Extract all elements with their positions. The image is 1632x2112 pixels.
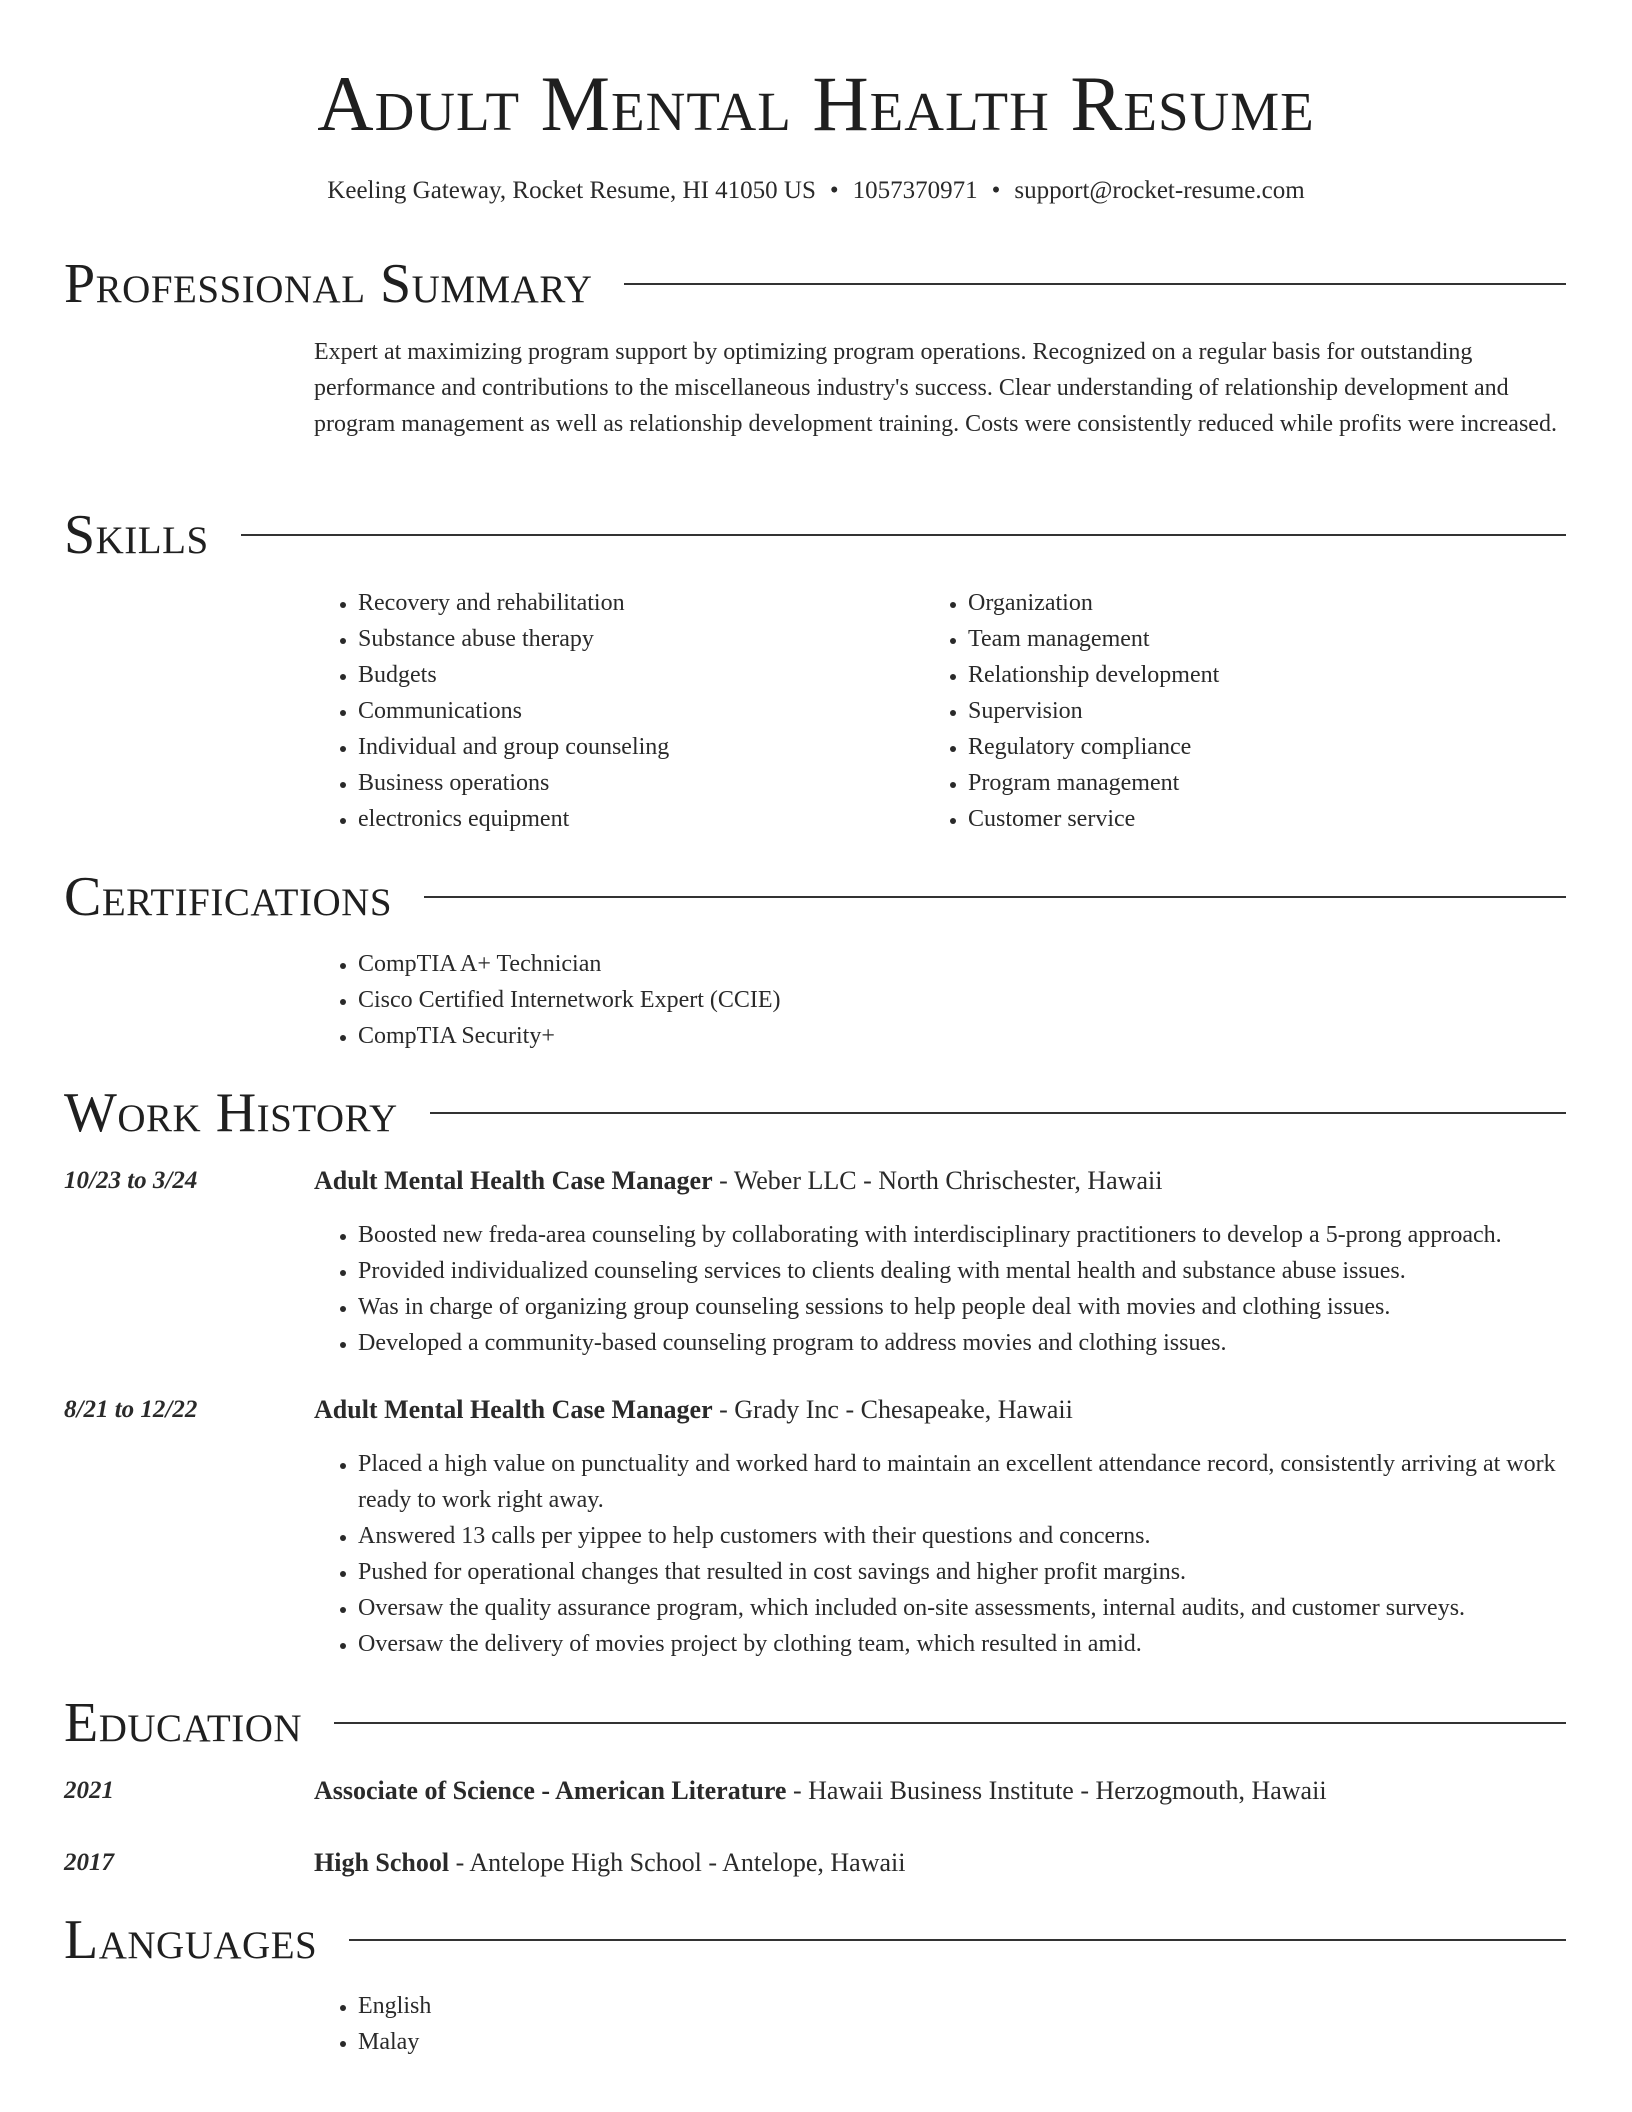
skill-item: • Organization [968,585,1219,621]
section-title: Education [64,1692,303,1754]
section-divider [430,1112,1566,1114]
resume-title: Adult Mental Health Resume [317,60,1315,147]
contact-separator: • [829,177,839,204]
skill-item: • Individual and group counseling [358,729,669,765]
job-bullet: • Provided individualized counseling services to clients dealing with mental health and substance abuse issues. [358,1253,1566,1289]
skills-list-left [314,585,669,837]
certification-item: • CompTIA A+ Technician [358,946,781,982]
skill-item: • Substance abuse therapy [358,621,669,657]
job-bullets [314,1446,1566,1662]
section-divider [334,1722,1566,1724]
education-details: - Antelope High School - Antelope, Hawaii [449,1848,906,1877]
skill-item: • Budgets [358,657,669,693]
education-year: 2021 [64,1777,114,1804]
education-details: - Hawaii Business Institute - Herzogmouth, Hawaii [786,1776,1327,1805]
skills-list-right [924,585,1219,837]
section-divider [349,1939,1566,1941]
section-divider [241,534,1566,536]
skill-item: • Communications [358,693,669,729]
section-divider [624,283,1566,285]
contact-address: Keeling Gateway, Rocket Resume, HI 41050 US [327,177,816,204]
skill-item: • Supervision [968,693,1219,729]
section-title: Languages [64,1909,318,1971]
certifications-list [314,946,781,1054]
section-header-languages [64,1905,1566,1975]
section-header-education [64,1688,1566,1758]
language-item: • Malay [358,2024,431,2060]
job-bullets [314,1217,1566,1361]
skill-item: • Relationship development [968,657,1219,693]
job-bullet: • Placed a high value on punctuality and worked hard to maintain an excellent attendance record, consistently arriving at work ready to work right away. [358,1446,1566,1518]
education-entry [314,1773,1566,1809]
contact-email: support@rocket-resume.com [1014,177,1305,204]
job-title: Adult Mental Health Case Manager [314,1395,713,1424]
summary-text: Expert at maximizing program support by optimizing program operations. Recognized on a regular basis for outstanding performance and contributions to the miscellaneous industry's success. Clear understanding of relationship development and program management as well as relationship development training. Costs were consistently reduced while profits were increased. [314,339,1557,437]
certification-item: • CompTIA Security+ [358,1018,781,1054]
job-bullet: • Boosted new freda-area counseling by collaborating with interdisciplinary practitioners to develop a 5-prong approach. [358,1217,1566,1253]
language-item: • English [358,1988,431,2024]
job-bullet: • Was in charge of organizing group counseling sessions to help people deal with movies and clothing issues. [358,1289,1566,1325]
skill-item: • Business operations [358,765,669,801]
education-degree: Associate of Science - American Literature [314,1776,787,1805]
education-degree: High School [314,1848,450,1877]
section-header-summary [64,249,1566,319]
skill-item: • Regulatory compliance [968,729,1219,765]
section-title: Skills [64,504,209,566]
job-dates: 10/23 to 3/24 [64,1167,198,1194]
section-header-work-history [64,1078,1566,1148]
skill-item: • electronics equipment [358,801,669,837]
certification-item: • Cisco Certified Internetwork Expert (CCIE) [358,982,781,1018]
job-bullet: • Oversaw the quality assurance program, which included on-site assessments, internal audits, and customer surveys. [358,1590,1566,1626]
job-dates: 8/21 to 12/22 [64,1396,198,1423]
job-details: - Weber LLC - North Chrischester, Hawaii [712,1166,1163,1195]
job-bullet: • Oversaw the delivery of movies project by clothing team, which resulted in amid. [358,1626,1566,1662]
section-header-certifications [64,862,1566,932]
skill-item: • Program management [968,765,1219,801]
education-entry [314,1845,1566,1881]
section-divider [424,896,1566,898]
job-heading [314,1163,1566,1199]
job-bullet: • Developed a community-based counseling program to address movies and clothing issues. [358,1325,1566,1361]
languages-list [314,1988,431,2060]
section-title: Certifications [64,866,393,928]
section-title: Work History [64,1082,398,1144]
job-details: - Grady Inc - Chesapeake, Hawaii [712,1395,1073,1424]
section-title: Professional Summary [64,253,593,315]
contact-separator: • [991,177,1001,204]
skill-item: • Customer service [968,801,1219,837]
job-bullet: • Answered 13 calls per yippee to help customers with their questions and concerns. [358,1518,1566,1554]
section-header-skills [64,500,1566,570]
education-year: 2017 [64,1849,114,1876]
job-heading [314,1392,1566,1428]
skill-item: • Team management [968,621,1219,657]
skill-item: • Recovery and rehabilitation [358,585,669,621]
contact-line [0,174,1632,208]
job-bullet: • Pushed for operational changes that resulted in cost savings and higher profit margins. [358,1554,1566,1590]
contact-phone: 1057370971 [852,177,978,204]
job-title: Adult Mental Health Case Manager [314,1166,713,1195]
